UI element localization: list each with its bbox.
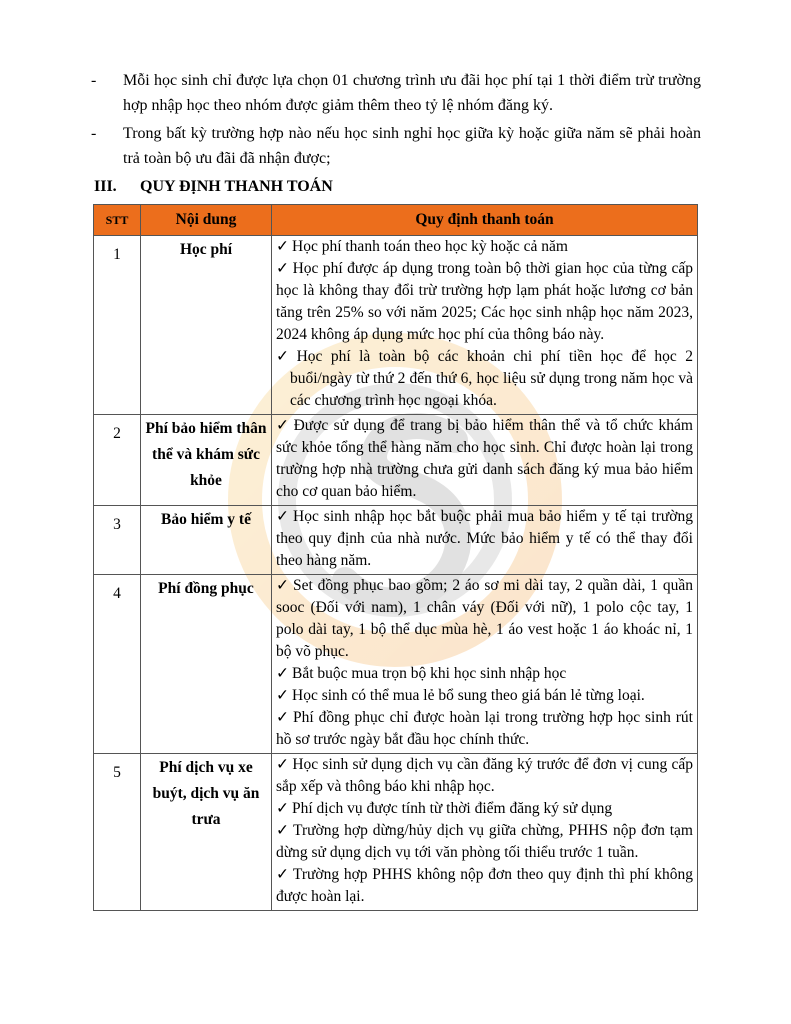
- row-content: Phí dịch vụ xe buýt, dịch vụ ăn trưa: [141, 754, 272, 911]
- rule-item-text: Học phí là toàn bộ các khoản chi phí tiền học để học 2 buổi/ngày từ thứ 2 đến thứ 6, học liệu sử dụng trong năm học và các chương trình học ngoại khóa.: [290, 348, 693, 409]
- row-stt: 4: [94, 575, 141, 754]
- rule-item: [276, 798, 693, 820]
- section-heading: [94, 178, 333, 196]
- table-row: [94, 575, 698, 754]
- row-content: Học phí: [141, 236, 272, 415]
- rule-item-text: Học phí thanh toán theo học kỳ hoặc cả năm: [292, 238, 568, 255]
- table-row: [94, 754, 698, 911]
- check-icon: ✓: [276, 800, 289, 817]
- rule-item: [276, 685, 693, 707]
- rule-item-text: Học sinh có thể mua lẻ bổ sung theo giá bán lẻ từng loại.: [292, 687, 645, 704]
- rule-item-text: Trường hợp PHHS không nộp đơn theo quy định thì phí không được hoàn lại.: [276, 866, 693, 905]
- row-rules: [272, 575, 698, 754]
- check-icon: ✓: [276, 665, 289, 682]
- table-row: [94, 415, 698, 506]
- bullet-dash: -: [91, 125, 97, 142]
- intro-bullet-list: [91, 68, 701, 174]
- section-number: III.: [94, 178, 117, 195]
- rule-item: [276, 754, 693, 798]
- bullet-dash: -: [91, 72, 97, 89]
- rule-item-text: Bắt buộc mua trọn bộ khi học sinh nhập học: [292, 665, 567, 682]
- check-icon: ✓: [276, 756, 290, 773]
- rule-item: [276, 258, 693, 346]
- check-icon: ✓: [276, 577, 290, 594]
- check-icon: ✓: [276, 822, 291, 839]
- rule-item: [276, 707, 693, 751]
- bullet-item: [91, 121, 701, 171]
- payment-rules-table: [93, 204, 698, 911]
- rule-item: [276, 820, 693, 864]
- rule-item: [276, 415, 693, 503]
- row-content: Phí đồng phục: [141, 575, 272, 754]
- rule-item: [276, 864, 693, 908]
- row-content: Bảo hiểm y tế: [141, 506, 272, 575]
- rule-item-text: Được sử dụng để trang bị bảo hiểm thân thể và tổ chức khám sức khỏe tổng thể hàng năm cho học sinh. Chỉ được hoàn lại trong trường hợp nhà trường chưa gửi danh sách đăng ký mua bảo hiểm cho cơ quan bảo hiểm.: [276, 417, 693, 500]
- bullet-text: Trong bất kỳ trường hợp nào nếu học sinh nghỉ học giữa kỳ hoặc giữa năm sẽ phải hoàn trả toàn bộ ưu đãi đã nhận được;: [123, 125, 701, 167]
- rule-item-text: Phí dịch vụ được tính từ thời điểm đăng ký sử dụng: [292, 800, 613, 817]
- row-stt: 5: [94, 754, 141, 911]
- header-rule: Quy định thanh toán: [272, 205, 698, 236]
- table-header-row: [94, 205, 698, 236]
- row-rules: [272, 415, 698, 506]
- check-icon: ✓: [276, 260, 290, 277]
- row-content: Phí bảo hiểm thân thể và khám sức khỏe: [141, 415, 272, 506]
- rule-item: [276, 506, 693, 572]
- row-rules: [272, 506, 698, 575]
- check-icon: ✓: [276, 687, 289, 704]
- row-stt: 1: [94, 236, 141, 415]
- check-icon: ✓: [276, 866, 290, 883]
- rule-item-text: Học phí được áp dụng trong toàn bộ thời gian học của từng cấp học là không thay đổi trừ trường hợp lạm phát hoặc lương cơ bản tăng trên 25% so với năm 2025; Các học sinh nhập học năm 2023, 2024 không áp dụng mức học phí của thông báo này.: [276, 260, 693, 343]
- bullet-text: Mỗi học sinh chỉ được lựa chọn 01 chương trình ưu đãi học phí tại 1 thời điểm trừ trường hợp nhập học theo nhóm được giảm thêm theo tỷ lệ nhóm đăng ký.: [123, 72, 701, 114]
- table-body: [94, 236, 698, 911]
- check-icon: ✓: [276, 508, 291, 525]
- row-rules: [272, 754, 698, 911]
- rule-item: [276, 663, 693, 685]
- check-icon: ✓: [276, 238, 289, 255]
- rule-item: [276, 236, 693, 258]
- row-stt: 2: [94, 415, 141, 506]
- rule-item-text: Phí đồng phục chỉ được hoàn lại trong trường hợp học sinh rút hồ sơ trước ngày bắt đầu học chính thức.: [276, 709, 693, 748]
- section-title: QUY ĐỊNH THANH TOÁN: [140, 178, 333, 195]
- rule-item: [276, 575, 693, 663]
- header-content: Nội dung: [141, 205, 272, 236]
- bullet-item: [91, 68, 701, 118]
- rule-item: [276, 346, 693, 412]
- rule-item-text: Học sinh sử dụng dịch vụ cần đăng ký trước để đơn vị cung cấp sắp xếp và thông báo khi nhập học.: [276, 756, 693, 795]
- table-row: [94, 506, 698, 575]
- row-stt: 3: [94, 506, 141, 575]
- header-stt: STT: [94, 205, 141, 236]
- check-icon: ✓: [276, 417, 291, 434]
- rule-item-text: Trường hợp dừng/hủy dịch vụ giữa chừng, PHHS nộp đơn tạm dừng sử dụng dịch vụ tới văn phòng tối thiểu trước 1 tuần.: [276, 822, 693, 861]
- row-rules: [272, 236, 698, 415]
- table-row: [94, 236, 698, 415]
- rule-item-text: Set đồng phục bao gồm; 2 áo sơ mi dài tay, 2 quần dài, 1 quần sooc (Đối với nam), 1 chân váy (Đối với nữ), 1 polo cộc tay, 1 polo dài tay, 1 bộ thể dục mùa hè, 1 áo vest hoặc 1 áo khoác nỉ, 1 bộ võ phục.: [276, 577, 693, 660]
- rule-item-text: Học sinh nhập học bắt buộc phải mua bảo hiểm y tế tại trường theo quy định của nhà nước. Mức bảo hiểm y tế có thể thay đổi theo hàng năm.: [276, 508, 693, 569]
- check-icon: ✓: [276, 709, 291, 726]
- check-icon: ✓: [276, 348, 294, 365]
